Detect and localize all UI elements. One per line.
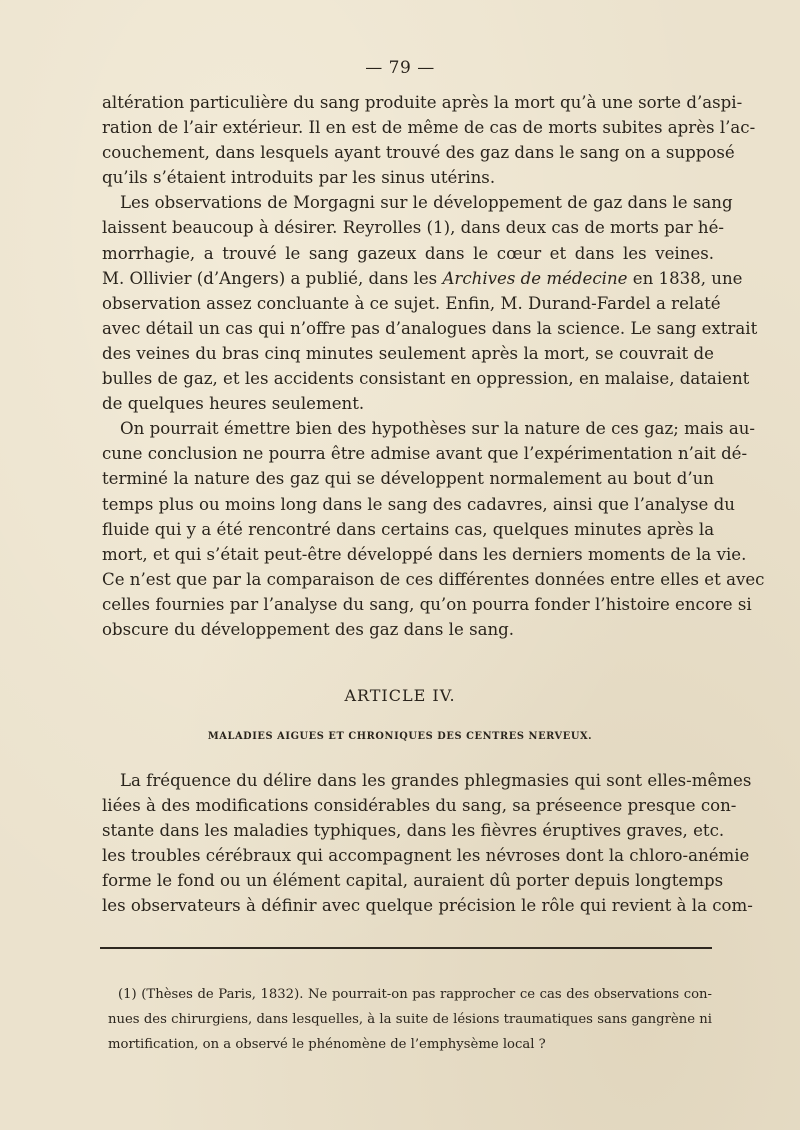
text-line: de quelques heures seulement. — [102, 394, 365, 414]
text-line: Les observations de Morgagni sur le développement de gaz dans le sang — [120, 193, 733, 213]
paragraph-3 — [102, 416, 765, 642]
text-line: liées à des modifications considérables du sang, sa préseence presque con- — [102, 796, 737, 816]
text-line: morrhagie, a trouvé le sang gazeux dans le cœur et dans les veines. — [102, 243, 714, 263]
text-line: celles fournies par l’analyse du sang, qu’on pourra fonder l’histoire encore si — [102, 594, 752, 614]
text-line: couchement, dans lesquels ayant trouvé des gaz dans le sang on a supposé — [102, 143, 735, 163]
text-segment: M. Ollivier (d’Angers) a publié, dans les — [102, 268, 443, 288]
text-segment: en 1838, une — [627, 268, 743, 288]
text-line: ration de l’air extérieur. Il en est de même de cas de morts subites après l’ac- — [102, 118, 756, 138]
text-line: fluide qui y a été rencontré dans certains cas, quelques minutes après la — [102, 519, 715, 539]
text-line-with-journal-title — [102, 266, 743, 291]
text-line: Ce n’est que par la comparaison de ces différentes données entre elles et avec — [102, 569, 765, 589]
text-line: laissent beaucoup à désirer. Reyrolles (1), dans deux cas de morts par hé- — [102, 218, 725, 238]
footnote-line: (1) (Thèses de Paris, 1832). Ne pourrait-on pas rapprocher ce cas des observations con- — [118, 987, 712, 1002]
journal-title: Archives de médecine — [442, 268, 628, 288]
article-text-block — [102, 768, 753, 919]
text-line: les observateurs à définir avec quelque précision le rôle qui revient à la com- — [102, 896, 753, 916]
text-line: cune conclusion ne pourra être admise avant que l’expérimentation n’ait dé- — [102, 444, 748, 464]
paragraph-1 — [102, 90, 756, 190]
text-line: La fréquence du délire dans les grandes phlegmasies qui sont elles-mêmes — [120, 771, 752, 790]
text-line: bulles de gaz, et les accidents consistant en oppression, en malaise, dataient — [102, 369, 750, 389]
text-line: les troubles cérébraux qui accompagnent les névroses dont la chloro-anémie — [102, 846, 750, 866]
text-line: On pourrait émettre bien des hypothèses sur la nature de ces gaz; mais au- — [120, 419, 756, 439]
article-heading: ARTICLE IV. — [344, 686, 456, 705]
text-line: des veines du bras cinq minutes seulement après la mort, se couvrait de — [102, 343, 714, 363]
text-line: temps plus ou moins long dans le sang des cadavres, ainsi que l’analyse du — [102, 494, 735, 514]
main-text-block — [102, 90, 765, 642]
footnote — [108, 982, 712, 1057]
text-line: forme le fond ou un élément capital, auraient dû porter depuis longtemps — [102, 871, 724, 891]
text-line: stante dans les maladies typhiques, dans les fièvres éruptives graves, etc. — [102, 821, 725, 841]
text-line: observation assez concluante à ce sujet. Enfin, M. Durand-Fardel a relaté — [102, 293, 721, 313]
article-subheading: MALADIES AIGUES ET CHRONIQUES DES CENTRES NERVEUX. — [207, 731, 593, 742]
text-line: avec détail un cas qui n’offre pas d’analogues dans la science. Le sang extrait — [102, 318, 758, 338]
text-line: altération particulière du sang produite après la mort qu’à une sorte d’aspi- — [102, 93, 743, 112]
footnote-line: mortification, on a observé le phénomène de l’emphysème local ? — [108, 1037, 546, 1052]
footnote-line: nues des chirurgiens, dans lesquelles, à la suite de lésions traumatiques sans gangrène ni — [108, 1012, 712, 1027]
page-number: — 79 — — [365, 58, 435, 78]
footnote-divider — [100, 947, 712, 949]
text-line: qu’ils s’étaient introduits par les sinus utérins. — [102, 168, 496, 188]
text-line: obscure du développement des gaz dans le sang. — [102, 619, 515, 639]
text-line: terminé la nature des gaz qui se développent normalement au bout d’un — [102, 469, 714, 489]
paragraph-4 — [102, 768, 753, 919]
text-line: mort, et qui s’était peut-être développé dans les derniers moments de la vie. — [102, 544, 747, 564]
paragraph-2 — [102, 190, 758, 416]
